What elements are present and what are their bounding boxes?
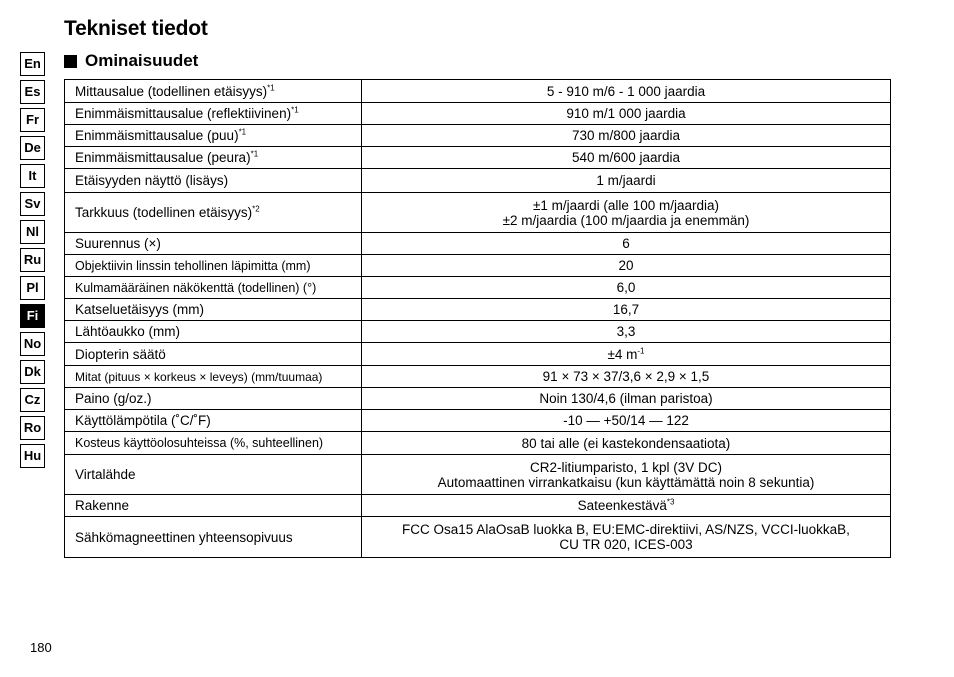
footnote-marker: *1 [291, 105, 299, 115]
spec-value: 730 m/800 jaardia [362, 125, 891, 147]
footnote-marker: *1 [267, 83, 275, 92]
language-tab-no[interactable]: No [20, 332, 45, 356]
language-tab-de[interactable]: De [20, 136, 45, 160]
table-row [65, 495, 891, 517]
language-tab-nl[interactable]: Nl [20, 220, 45, 244]
spec-value: CR2-litiumparisto, 1 kpl (3V DC) Automaattinen virrankatkaisu (kun käyttämättä noin 8 sekuntia) [362, 455, 891, 495]
spec-value: 20 [362, 255, 891, 277]
section-heading-text: Ominaisuudet [85, 51, 199, 70]
table-row [65, 299, 891, 321]
page-number: 180 [30, 640, 52, 655]
table-row [65, 103, 891, 125]
value-superscript: -1 [637, 346, 645, 355]
spec-label: Enimmäismittausalue (peura)$^{*1}$ [65, 147, 362, 169]
footnote-marker: *1 [238, 127, 247, 137]
spec-value: -10 — +50/14 — 122 [362, 410, 891, 432]
spec-label: Enimmäismittausalue (reflektiivinen)$^{*1}$ [65, 103, 362, 125]
table-row [65, 343, 891, 366]
spec-label: Enimmäismittausalue (puu)$^{*1}$ [65, 125, 362, 147]
spec-label: Suurennus (×) [65, 233, 362, 255]
spec-label: Mitat (pituus × korkeus × leveys) (mm/tuumaa) [65, 366, 362, 388]
spec-label: Etäisyyden näyttö (lisäys) [65, 169, 362, 193]
language-tab-ro[interactable]: Ro [20, 416, 45, 440]
spec-label: Diopterin säätö [65, 343, 362, 366]
spec-value: 1 m/jaardi [362, 169, 891, 193]
table-row [65, 517, 891, 558]
page-title: Tekniset tiedot [64, 17, 208, 40]
table-row [65, 455, 891, 495]
table-row [65, 388, 891, 410]
spec-label: Käyttölämpötila (˚C/˚F) [65, 410, 362, 432]
footnote-marker: *2 [252, 204, 260, 214]
spec-value: 6,0 [362, 277, 891, 299]
spec-label: Tarkkuus (todellinen etäisyys)$^{*2}$ [65, 193, 362, 233]
spec-value: Noin 130/4,6 (ilman paristoa) [362, 388, 891, 410]
language-tab-fr[interactable]: Fr [20, 108, 45, 132]
language-tabs [20, 52, 45, 472]
table-row [65, 80, 891, 103]
footnote-marker: *1 [250, 149, 259, 159]
square-bullet-icon [64, 55, 77, 68]
spec-label: Sähkömagneettinen yhteensopivuus [65, 517, 362, 558]
spec-value: 80 tai alle (ei kastekondensaatiota) [362, 432, 891, 455]
spec-label: Kosteus käyttöolosuhteissa (%, suhteellinen) [65, 432, 362, 455]
table-row [65, 255, 891, 277]
spec-label: Paino (g/oz.) [65, 388, 362, 410]
spec-value: 6 [362, 233, 891, 255]
spec-label: Lähtöaukko (mm) [65, 321, 362, 343]
spec-label: Kulmamääräinen näkökenttä (todellinen) (°) [65, 277, 362, 299]
language-tab-dk[interactable]: Dk [20, 360, 45, 384]
table-row [65, 277, 891, 299]
value-superscript: *3 [666, 497, 675, 507]
table-row [65, 125, 891, 147]
language-tab-pl[interactable]: Pl [20, 276, 45, 300]
language-tab-es[interactable]: Es [20, 80, 45, 104]
table-row [65, 432, 891, 455]
spec-value: FCC Osa15 AlaOsaB luokka B, EU:EMC-direktiivi, AS/NZS, VCCI-luokkaB, CU TR 020, ICES-003 [362, 517, 891, 558]
spec-value: ±4 $m^{-1}$ [362, 343, 891, 366]
spec-value: Sateenkestävä$^{*3}$ [362, 495, 891, 517]
language-tab-sv[interactable]: Sv [20, 192, 45, 216]
spec-value: 16,7 [362, 299, 891, 321]
language-tab-hu[interactable]: Hu [20, 444, 45, 468]
language-tab-en[interactable]: En [20, 52, 45, 76]
language-tab-it[interactable]: It [20, 164, 45, 188]
spec-value: 910 m/1 000 jaardia [362, 103, 891, 125]
language-tab-fi[interactable]: Fi [20, 304, 45, 328]
spec-label: Objektiivin linssin tehollinen läpimitta (mm) [65, 255, 362, 277]
spec-value: ±1 m/jaardi (alle 100 m/jaardia) ±2 m/jaardia (100 m/jaardia ja enemmän) [362, 193, 891, 233]
spec-table [64, 79, 891, 558]
spec-label: Mittausalue (todellinen etäisyys)$^{*1}$ [65, 80, 362, 103]
table-row [65, 233, 891, 255]
table-row [65, 410, 891, 432]
spec-value: 540 m/600 jaardia [362, 147, 891, 169]
spec-label: Katseluetäisyys (mm) [65, 299, 362, 321]
table-row [65, 193, 891, 233]
spec-label: Rakenne [65, 495, 362, 517]
spec-value: 5 - 910 m/6 - 1 000 jaardia [362, 80, 891, 103]
table-row [65, 321, 891, 343]
section-heading [64, 51, 198, 71]
language-tab-cz[interactable]: Cz [20, 388, 45, 412]
table-row [65, 147, 891, 169]
spec-label: Virtalähde [65, 455, 362, 495]
language-tab-ru[interactable]: Ru [20, 248, 45, 272]
table-row [65, 169, 891, 193]
table-row [65, 366, 891, 388]
spec-value: 91 × 73 × 37/3,6 × 2,9 × 1,5 [362, 366, 891, 388]
spec-value: 3,3 [362, 321, 891, 343]
